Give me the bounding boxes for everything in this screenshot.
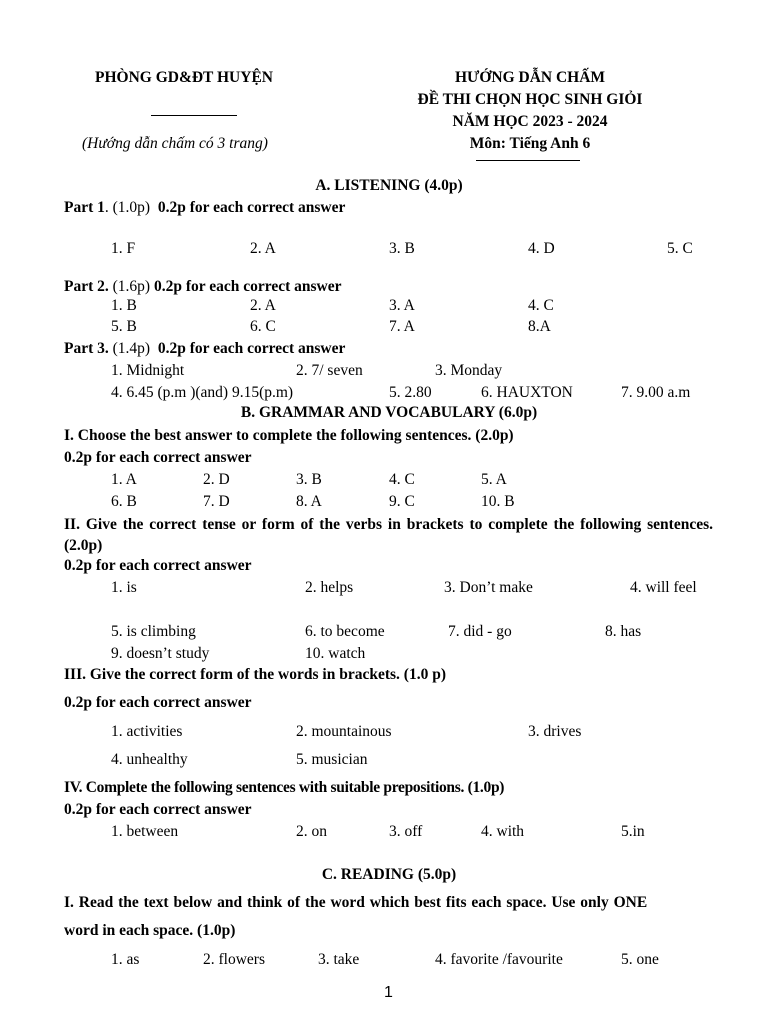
grammar-s2-heading: II. Give the correct tense or form of the verbs in brackets to complete the following sentences. (2.0p) bbox=[64, 516, 713, 554]
answer: 7. 9.00 a.m bbox=[621, 384, 691, 401]
answer: 3. B bbox=[389, 240, 415, 257]
answer: 2. D bbox=[203, 471, 230, 488]
answer: 1. B bbox=[111, 297, 137, 314]
grammar-s4-rule: 0.2p for each correct answer bbox=[64, 801, 252, 818]
grammar-s1-heading: I. Choose the best answer to complete the following sentences. (2.0p) bbox=[64, 427, 514, 444]
answer: 2. A bbox=[250, 297, 276, 314]
answer: 5. C bbox=[667, 240, 693, 257]
answer: 5. 2.80 bbox=[389, 384, 432, 401]
section-reading-title: C. READING (5.0p) bbox=[321, 866, 457, 883]
answer: 10. B bbox=[481, 493, 515, 510]
part1-rule: 0.2p for each correct answer bbox=[157, 199, 346, 216]
part2-heading bbox=[64, 278, 342, 296]
grammar-s3-heading: III. Give the correct form of the words in brackets. (1.0 p) bbox=[64, 666, 446, 683]
answer: 2. flowers bbox=[203, 951, 265, 968]
part2-label: Part 2. bbox=[64, 278, 109, 295]
answer: 1. Midnight bbox=[111, 362, 185, 379]
answer: 5. one bbox=[621, 951, 659, 968]
answer: 6. C bbox=[250, 318, 276, 335]
answer: 4. unhealthy bbox=[111, 751, 188, 768]
answer: 4. 6.45 (p.m )(and) 9.15(p.m) bbox=[111, 384, 294, 401]
answer: 8. A bbox=[296, 493, 322, 510]
answer: 8. has bbox=[605, 623, 642, 640]
answer: 1. activities bbox=[111, 723, 183, 740]
answer: 3. Monday bbox=[435, 362, 503, 379]
answer: 5. is climbing bbox=[111, 623, 196, 640]
part1-label: Part 1 bbox=[64, 199, 105, 216]
answer: 4. with bbox=[481, 823, 525, 840]
subject: Môn: Tiếng Anh 6 bbox=[469, 135, 591, 152]
part3-score: (1.4p) bbox=[108, 340, 151, 357]
part3-rule: 0.2p for each correct answer bbox=[157, 340, 346, 357]
part3-heading bbox=[64, 340, 345, 358]
reading-s1-heading-line2: word in each space. (1.0p) bbox=[64, 922, 236, 939]
answer: 2. on bbox=[296, 823, 327, 840]
answer: 2. 7/ seven bbox=[296, 362, 363, 379]
section-grammar-title: B. GRAMMAR AND VOCABULARY (6.0p) bbox=[240, 404, 538, 421]
office-name: PHÒNG GD&ĐT HUYỆN bbox=[95, 69, 273, 86]
office-underline bbox=[151, 115, 237, 116]
page-count-note: (Hướng dẫn chấm có 3 trang) bbox=[82, 135, 268, 152]
answer: 6. HAUXTON bbox=[481, 384, 573, 401]
answer: 5. B bbox=[111, 318, 137, 335]
answer: 1. as bbox=[111, 951, 140, 968]
section-listening-title: A. LISTENING (4.0p) bbox=[315, 177, 463, 194]
answer: 3. A bbox=[389, 297, 415, 314]
answer: 10. watch bbox=[305, 645, 366, 662]
answer: 7. A bbox=[389, 318, 415, 335]
answer: 5.in bbox=[621, 823, 645, 840]
answer: 3. Don’t make bbox=[444, 579, 533, 596]
school-year: NĂM HỌC 2023 - 2024 bbox=[452, 113, 608, 130]
answer: 7. D bbox=[203, 493, 230, 510]
answer: 7. did - go bbox=[448, 623, 512, 640]
answer: 4. C bbox=[389, 471, 415, 488]
answer: 3. drives bbox=[528, 723, 582, 740]
grammar-s3-rule: 0.2p for each correct answer bbox=[64, 694, 252, 711]
part1-score: . (1.0p) bbox=[104, 199, 151, 216]
answer: 5. musician bbox=[296, 751, 368, 768]
answer: 1. A bbox=[111, 471, 137, 488]
answer: 6. to become bbox=[305, 623, 385, 640]
answer: 1. is bbox=[111, 579, 137, 596]
answer: 4. D bbox=[528, 240, 555, 257]
doc-title: HƯỚNG DẪN CHẤM bbox=[454, 69, 606, 86]
answer: 3. take bbox=[318, 951, 360, 968]
part1-heading bbox=[64, 199, 345, 217]
subject-underline bbox=[476, 160, 580, 161]
answer: 4. C bbox=[528, 297, 554, 314]
answer: 1. F bbox=[111, 240, 136, 257]
answer: 2. mountainous bbox=[296, 723, 392, 740]
answer: 8.A bbox=[528, 318, 551, 335]
page-number: 1 bbox=[384, 984, 393, 1001]
grammar-s2-rule: 0.2p for each correct answer bbox=[64, 557, 252, 574]
part3-label: Part 3. bbox=[64, 340, 109, 357]
exam-title: ĐỀ THI CHỌN HỌC SINH GIỎI bbox=[417, 91, 643, 108]
answer: 4. will feel bbox=[630, 579, 697, 596]
grammar-s4-heading: IV. Complete the following sentences with suitable prepositions. (1.0p) bbox=[64, 779, 505, 796]
answer: 5. A bbox=[481, 471, 507, 488]
grammar-s1-rule: 0.2p for each correct answer bbox=[64, 449, 252, 466]
answer: 3. off bbox=[389, 823, 423, 840]
answer: 1. between bbox=[111, 823, 179, 840]
part2-rule: 0.2p for each correct answer bbox=[153, 278, 342, 295]
answer: 4. favorite /favourite bbox=[435, 951, 563, 968]
answer: 3. B bbox=[296, 471, 322, 488]
answer: 2. A bbox=[250, 240, 276, 257]
reading-s1-heading-line1: I. Read the text below and think of the word which best fits each space. Use only ONE bbox=[64, 894, 648, 911]
answer: 6. B bbox=[111, 493, 137, 510]
answer: 9. C bbox=[389, 493, 415, 510]
part2-score: (1.6p) bbox=[108, 278, 151, 295]
answer: 2. helps bbox=[305, 579, 354, 596]
answer: 9. doesn’t study bbox=[111, 645, 210, 662]
